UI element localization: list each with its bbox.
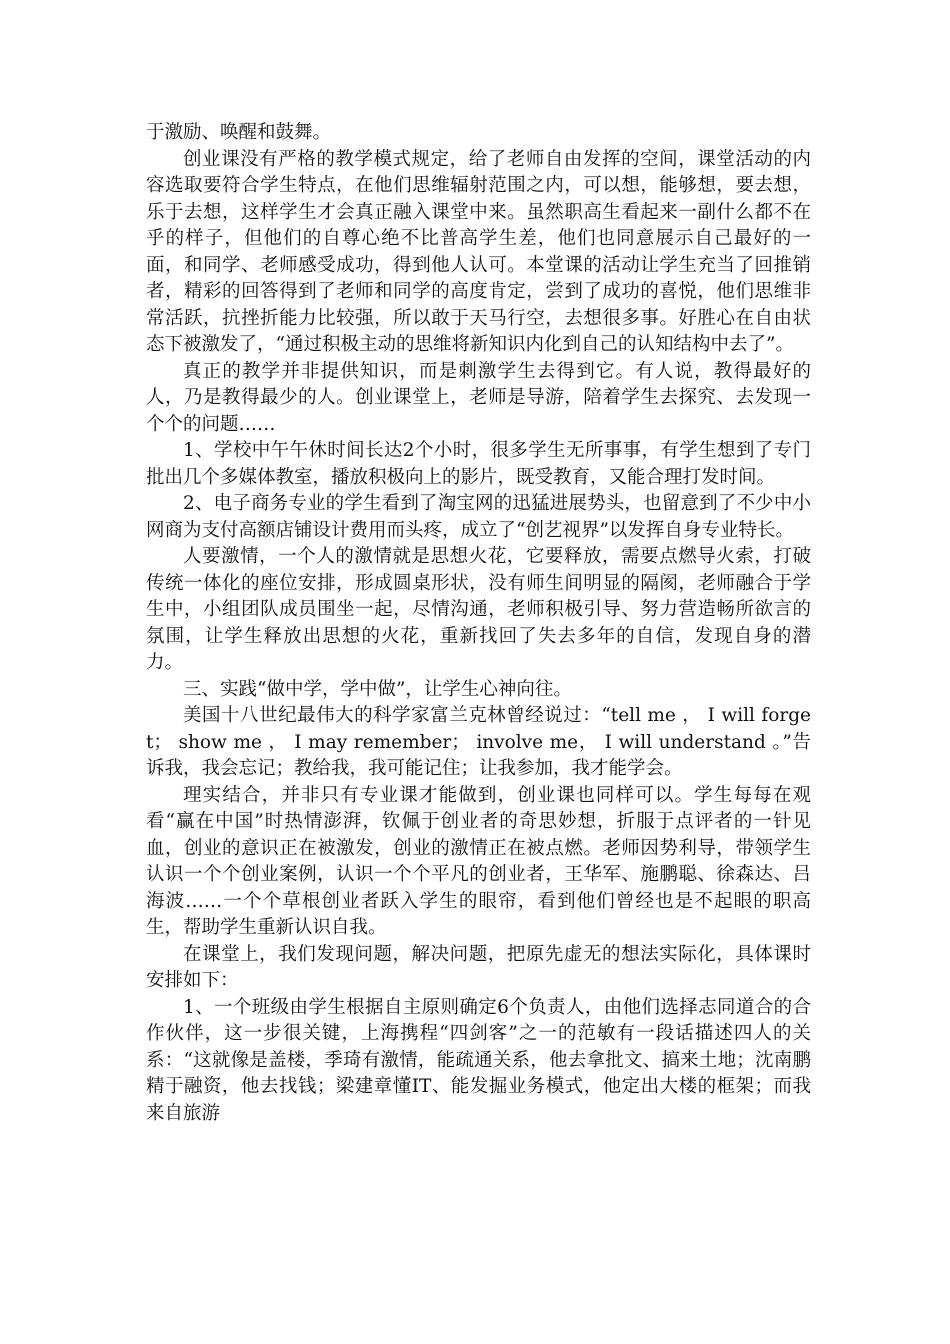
paragraph-in-class: 在课堂上，我们发现问题，解决问题，把原先虚无的想法实际化，具体课时安排如下：	[146, 943, 811, 991]
paragraph-franklin-quote: 美国十八世纪最伟大的科学家富兰克林曾经说过：“tell me ， I will forget； show me ， I may remember； involve me， I will understand 。”告诉我，我会忘记；教给我，我可能记住；让我参加，我才能学会。	[146, 705, 811, 779]
paragraph-real-teaching: 真正的教学并非提供知识，而是刺激学生去得到它。有人说，教得最好的人，乃是教得最少的人。创业课堂上，老师是导游，陪着学生去探究、去发现一个个的问题……	[146, 360, 811, 435]
paragraph-item-1-lunch-break: 1、学校中午午休时间长达2个小时，很多学生无所事事，有学生想到了专门批出几个多媒体教室，播放积极向上的影片，既受教育，又能合理打发时间。	[146, 440, 811, 488]
document-page	[146, 120, 811, 1127]
paragraph-item-2-ecommerce: 2、电子商务专业的学生看到了淘宝网的迅猛进展势头，也留意到了不少中小网商为支付高额店铺设计费用而头疼，成立了“创艺视界”以发挥自身专业特长。	[146, 493, 811, 541]
paragraph-item-1-team-leaders: 1、一个班级由学生根据自主原则确定6个负责人，由他们选择志同道合的合作伙伴，这一步很关键，上海携程“四剑客”之一的范敏有一段话描述四人的关系：“这就像是盖楼，季琦有激情，能疏通关系，他去拿批文、搞来土地；沈南鹏精于融资，他去找钱；梁建章懂IT、能发掘业务模式，他定出大楼的框架；而我来自旅游	[146, 996, 811, 1124]
paragraph-theory-practice: 理实结合，并非只有专业课才能做到，创业课也同样可以。学生每每在观看“赢在中国”时热情澎湃，钦佩于创业者的奇思妙想，折服于点评者的一针见血，创业的意识正在被激发，创业的激情正在被点燃。老师因势利导，带领学生认识一个个创业案例，认识一个个平凡的创业者，王华军、施鹏聪、徐森达、吕海波……一个个草根创业者跃入学生的眼帘，看到他们曾经也是不起眼的职高生，帮助学生重新认识自我。	[146, 784, 811, 938]
paragraph-continuation: 于激励、唤醒和鼓舞。	[146, 122, 332, 143]
paragraph-course-freedom: 创业课没有严格的教学模式规定，给了老师自由发挥的空间，课堂活动的内容选取要符合学生特点，在他们思维辐射范围之内，可以想，能够想，要去想，乐于去想，这样学生才会真正融入课堂中来。虽然职高生看起来一副什么都不在乎的样子，但他们的自尊心绝不比普高学生差，他们也同意展示自己最好的一面，和同学、老师感受成功，得到他人认可。本堂课的活动让学生充当了回推销者，精彩的回答得到了老师和同学的高度肯定，尝到了成功的喜悦，他们思维非常活跃，抗挫折能力比较强，所以敢于天马行空，去想很多事。好胜心在自由状态下被激发了，“通过积极主动的思维将新知识内化到自己的认知结构中去了”。	[146, 148, 811, 355]
paragraph-passion: 人要激情，一个人的激情就是思想火花，它要释放，需要点燃导火索，打破传统一体化的座位安排，形成圆桌形状，没有师生间明显的隔阂，老师融合于学生中，小组团队成员围坐一起，尽情沟通，老师积极引导、努力营造畅所欲言的氛围，让学生释放出思想的火花，重新找回了失去多年的自信，发现自身的潜力。	[146, 546, 811, 673]
section-heading-practice: 三、实践“做中学，学中做”，让学生心神向往。	[183, 678, 572, 700]
